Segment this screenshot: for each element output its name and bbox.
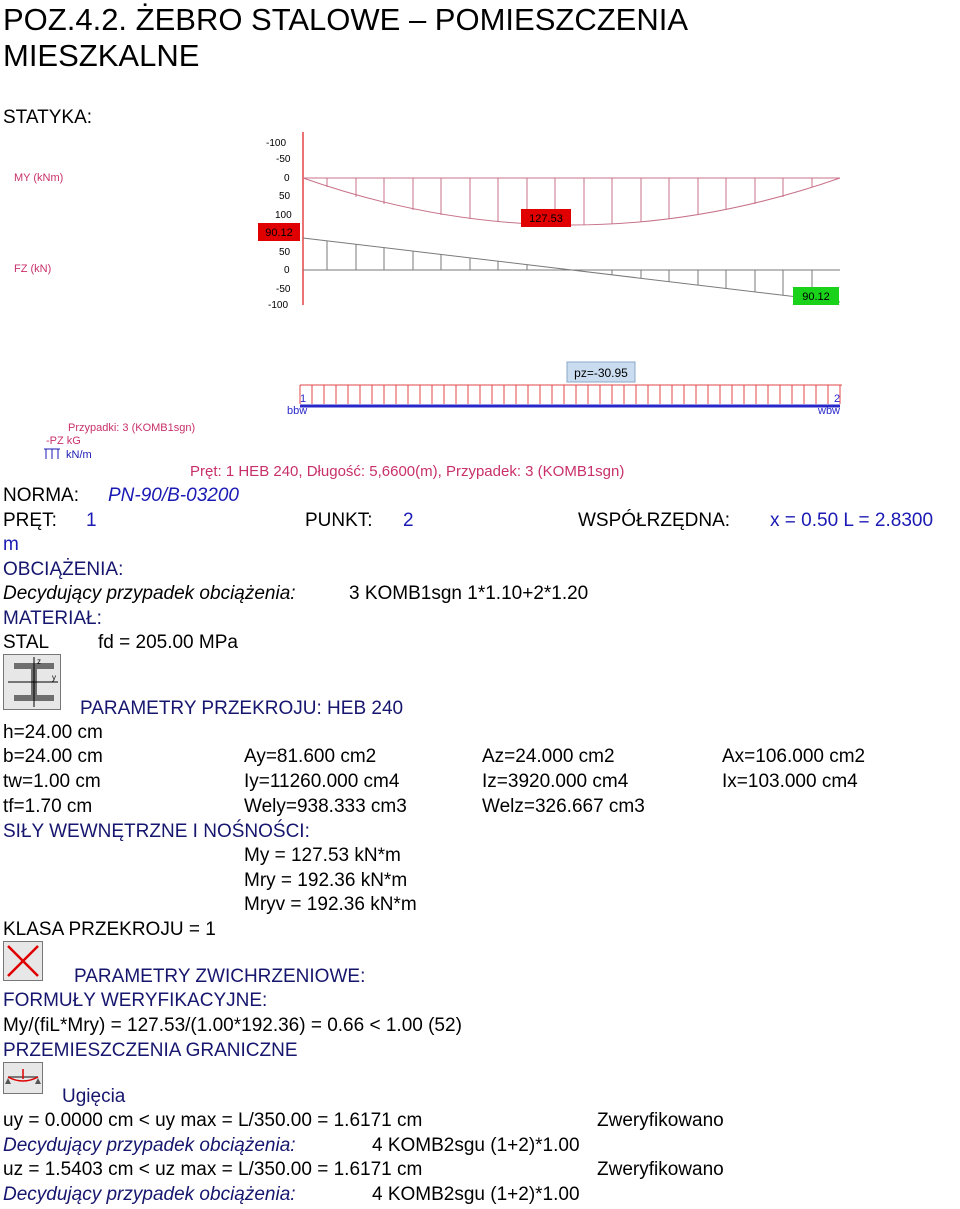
statyka-label: STATYKA: xyxy=(3,107,93,128)
section-class: KLASA PRZEKROJU = 1 xyxy=(3,919,216,940)
load-value: pz=-30.95 xyxy=(574,366,628,380)
wspolrzedna-unit: m xyxy=(3,534,19,555)
param-ix: Ix=103.000 cm4 xyxy=(722,771,858,792)
cases-label: Przypadki: 3 (KOMB1sgn) xyxy=(68,422,196,434)
fz-ticks xyxy=(268,247,291,311)
uz-status: Zweryfikowano xyxy=(597,1159,724,1180)
my-axis-label: MY (kNm) xyxy=(14,172,64,184)
norma-label: NORMA: xyxy=(3,485,79,506)
section-parameters-label: PARAMETRY PRZEKROJU: HEB 240 xyxy=(80,698,404,719)
material-name: STAL xyxy=(3,632,50,653)
load-legend-icon xyxy=(44,449,60,459)
param-tf: tf=1.70 cm xyxy=(3,796,93,817)
param-az: Az=24.000 cm2 xyxy=(482,746,615,767)
pret-value: 1 xyxy=(86,510,97,531)
param-ax: Ax=106.000 cm2 xyxy=(722,746,866,767)
moment-diagram xyxy=(303,178,840,225)
punkt-label: PUNKT: xyxy=(305,510,373,531)
my-tick: -100 xyxy=(266,138,287,149)
param-ay: Ay=81.600 cm2 xyxy=(244,746,377,767)
diagram-caption: Pręt: 1 HEB 240, Długość: 5,6600(m), Przypadek: 3 (KOMB1sgn) xyxy=(190,463,625,480)
uz-check: uz = 1.5403 cm < uz max = L/350.00 = 1.6171 cm xyxy=(3,1159,423,1180)
my-tick: 0 xyxy=(284,173,290,184)
red-cross-icon xyxy=(3,941,43,981)
wspolrzedna-label: WSPÓŁRZĘDNA: xyxy=(578,510,731,531)
legend-pz: -PZ kG xyxy=(46,435,81,447)
param-iz: Iz=3920.000 cm4 xyxy=(482,771,629,792)
node-right: 2 xyxy=(834,393,841,405)
uy-status: Zweryfikowano xyxy=(597,1110,724,1131)
pret-label: PRĘT: xyxy=(3,510,57,531)
shear-diagram xyxy=(303,238,840,302)
param-tw: tw=1.00 cm xyxy=(3,771,101,792)
i-beam-section-icon xyxy=(3,654,61,710)
deflection-beam-icon xyxy=(3,1062,43,1094)
limit-displacements-label: PRZEMIESZCZENIA GRANICZNE xyxy=(3,1040,298,1061)
decydujacy-label: Decydujący przypadek obciążenia: xyxy=(3,583,296,604)
ugiecia-label: Ugięcia xyxy=(62,1086,126,1107)
my-left-value: 90.12 xyxy=(265,227,293,239)
param-b: b=24.00 cm xyxy=(3,746,103,767)
support-right: wbw xyxy=(818,405,841,417)
decydujacy-value: 3 KOMB1sgn 1*1.10+2*1.20 xyxy=(349,583,589,604)
svg-text:y: y xyxy=(52,673,56,682)
page-title-line-1: POZ.4.2. ŻEBRO STALOWE – POMIESZCZENIA xyxy=(3,2,688,37)
legend-knm: kN/m xyxy=(66,449,92,461)
obciazenia-label: OBCIĄŻENIA: xyxy=(3,559,124,580)
decydujacy-uy-value: 4 KOMB2sgu (1+2)*1.00 xyxy=(372,1135,580,1156)
svg-text:z: z xyxy=(37,657,41,666)
decydujacy-uy-label: Decydujący przypadek obciążenia: xyxy=(3,1135,296,1156)
internal-forces-label: SIŁY WEWNĘTRZNE I NOŚNOŚCI: xyxy=(3,821,310,842)
my-tick: 100 xyxy=(275,210,292,221)
fz-right-value: 90.12 xyxy=(802,291,830,303)
moment-mryv: Mryv = 192.36 kN*m xyxy=(244,894,417,915)
fz-tick: -100 xyxy=(268,300,289,311)
moment-mry: Mry = 192.36 kN*m xyxy=(244,870,408,891)
beam-diagram xyxy=(0,128,960,484)
distributed-load xyxy=(300,385,842,404)
param-iy: Iy=11260.000 cm4 xyxy=(244,771,400,792)
fz-tick: -50 xyxy=(276,284,291,295)
punkt-value: 2 xyxy=(403,510,414,531)
uy-check: uy = 0.0000 cm < uy max = L/350.00 = 1.6171 cm xyxy=(3,1110,423,1131)
my-ticks xyxy=(266,138,292,221)
wspolrzedna-value: x = 0.50 L = 2.8300 xyxy=(770,510,934,531)
fz-axis-label: FZ (kN) xyxy=(14,263,52,275)
fz-tick: 50 xyxy=(279,247,291,258)
decydujacy-uz-value: 4 KOMB2sgu (1+2)*1.00 xyxy=(372,1184,580,1205)
norma-value: PN-90/B-03200 xyxy=(108,485,239,506)
param-h: h=24.00 cm xyxy=(3,722,103,743)
verification-formulas-label: FORMUŁY WERYFIKACYJNE: xyxy=(3,990,268,1011)
node-left: 1 xyxy=(300,393,307,405)
param-welz: Welz=326.667 cm3 xyxy=(482,796,645,817)
fz-tick: 0 xyxy=(284,265,290,276)
my-max-value: 127.53 xyxy=(529,213,563,225)
param-wely: Wely=938.333 cm3 xyxy=(244,796,407,817)
moment-my: My = 127.53 kN*m xyxy=(244,845,401,866)
material-label: MATERIAŁ: xyxy=(3,608,102,629)
material-fd: fd = 205.00 MPa xyxy=(98,632,238,653)
lateral-torsional-label: PARAMETRY ZWICHRZENIOWE: xyxy=(74,966,366,987)
page-title-line-2: MIESZKALNE xyxy=(3,38,200,73)
my-tick: -50 xyxy=(276,154,291,165)
decydujacy-uz-label: Decydujący przypadek obciążenia: xyxy=(3,1184,296,1205)
verification-formula: My/(fiL*Mry) = 127.53/(1.00*192.36) = 0.66 < 1.00 (52) xyxy=(3,1015,462,1036)
support-left: bbw xyxy=(287,405,308,417)
my-tick: 50 xyxy=(279,191,291,202)
